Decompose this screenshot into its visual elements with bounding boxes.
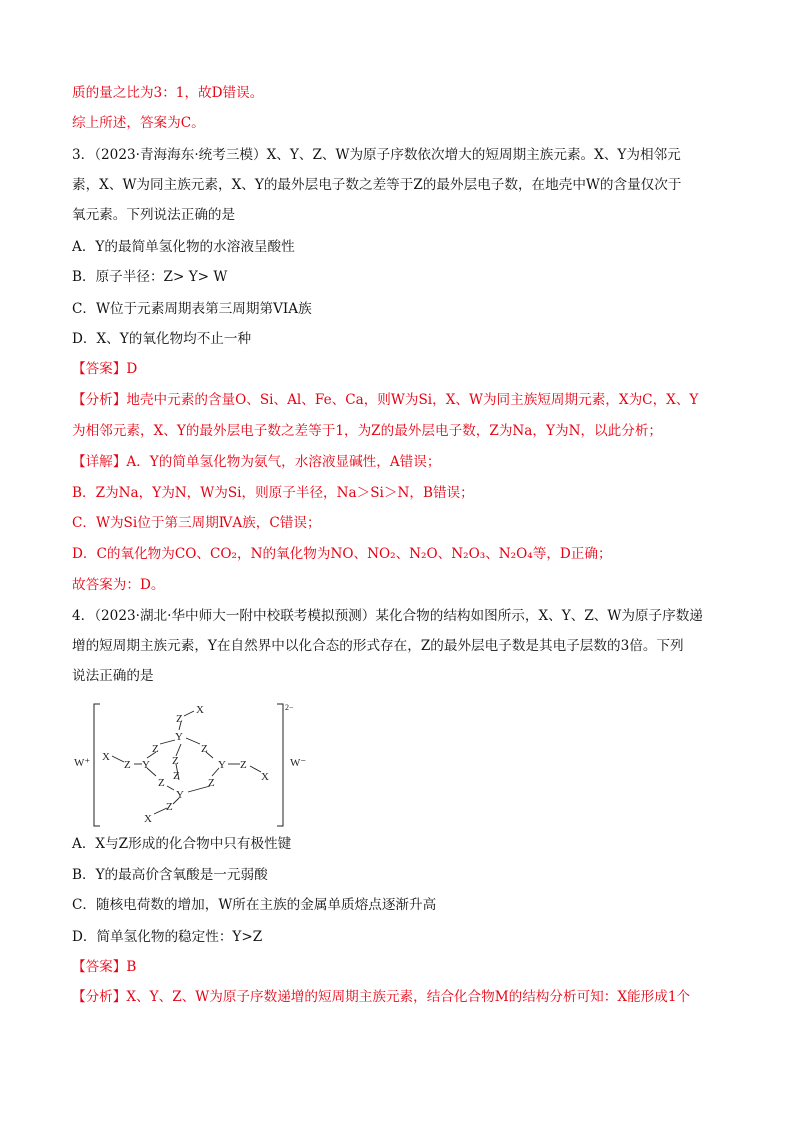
- q3-stem-1: 3．（2023·青海海东·统考三模）X、Y、Z、W为原子序数依次增大的短周期主族元素。X、Y为相邻元: [72, 147, 681, 163]
- q3-detail-d: D．C的氧化物为CO、CO₂，N的氧化物为NO、NO₂、N₂O、N₂O₃、N₂O₄等，D正确；: [72, 546, 612, 562]
- left-bracket: [94, 704, 100, 826]
- q3-final: 故答案为：D。: [72, 577, 165, 593]
- q4-option-d: D．简单氢化物的稳定性：Y>Z: [72, 929, 263, 945]
- right-bracket: [277, 704, 283, 826]
- q4-analysis-1: 【分析】X、Y、Z、W为原子序数递增的短周期主族元素，结合化合物M的结构分析可知：X能形成1个: [72, 989, 691, 1005]
- q3-detail-b: B．Z为Na，Y为N，W为Si，则原子半径，Na＞Si＞N，B错误；: [72, 485, 474, 501]
- q4-stem-3: 说法正确的是: [72, 668, 154, 684]
- q3-option-c: C．W位于元素周期表第三周期第VIA族: [72, 301, 312, 317]
- q4-option-b: B．Y的最高价含氧酸是一元弱酸: [72, 867, 268, 883]
- q3-option-b: B．原子半径：Z> Y> W: [72, 269, 228, 285]
- q4-answer: 【答案】B: [72, 959, 137, 975]
- line-prev-conclusion: 质的量之比为3：1，故D错误。: [72, 85, 264, 101]
- q3-stem-3: 氧元素。下列说法正确的是: [72, 207, 236, 223]
- atom-z-middle-2: Z: [173, 770, 180, 782]
- atom-z-lower-left: Z: [158, 777, 165, 789]
- w-right-label: W⁻: [290, 757, 307, 769]
- atom-z-lower-right: Z: [208, 777, 215, 789]
- q3-option-d: D．X、Y的氧化物均不止一种: [72, 331, 252, 347]
- atom-x-left: X: [102, 751, 110, 763]
- line-summary: 综上所述，答案为C。: [72, 115, 205, 131]
- q3-detail-a: 【详解】A．Y的简单氢化物为氨气，水溶液显碱性，A错误；: [72, 454, 441, 470]
- atom-z-top: Z: [176, 713, 183, 725]
- atom-z-bottom: Z: [166, 801, 173, 813]
- atom-x-bottom: X: [144, 813, 152, 825]
- atom-y-right: Y: [218, 759, 226, 771]
- atom-z-left: Z: [124, 759, 131, 771]
- atom-x-right: X: [261, 771, 269, 783]
- atom-y-top: Y: [175, 731, 183, 743]
- w-left-label: W⁺: [74, 757, 91, 769]
- q3-stem-2: 素，X、W为同主族元素，X、Y的最外层电子数之差等于Z的最外层电子数，在地壳中W的含量仅次于: [72, 177, 682, 193]
- atom-z-upper-left: Z: [152, 743, 159, 755]
- atom-z-right: Z: [240, 759, 247, 771]
- atom-z-middle-1: Z: [172, 755, 179, 767]
- atom-x-top: X: [196, 704, 204, 716]
- q4-option-a: A．X与Z形成的化合物中只有极性键: [72, 836, 292, 852]
- q3-analysis-2: 为相邻元素，X、Y的最外层电子数之差等于1，为Z的最外层电子数，Z为Na，Y为N，以此分析；: [72, 423, 663, 439]
- q4-stem-1: 4．（2023·湖北·华中师大一附中校联考模拟预测）某化合物的结构如图所示，X、Y、Z、W为原子序数递: [72, 608, 703, 624]
- q3-option-a: A．Y的最简单氢化物的水溶液呈酸性: [72, 239, 295, 255]
- atom-y-left: Y: [142, 759, 150, 771]
- q3-analysis-1: 【分析】地壳中元素的含量O、Si、Al、Fe、Ca，则W为Si，X、W为同主族短周期元素，X为C，X、Y: [72, 392, 699, 408]
- atom-z-upper-right: Z: [201, 743, 208, 755]
- structure-figure: [72, 700, 312, 830]
- atom-y-bottom: Y: [176, 789, 184, 801]
- q4-stem-2: 增的短周期主族元素，Y在自然界中以化合态的形式存在，Z的最外层电子数是其电子层数的3倍。下列: [72, 638, 684, 654]
- q4-option-c: C．随核电荷数的增加，W所在主族的金属单质熔点逐渐升高: [72, 897, 437, 913]
- charge-label: 2−: [285, 703, 294, 712]
- molecule-structure-diagram: [72, 700, 312, 830]
- bonds: [112, 711, 261, 814]
- q3-detail-c: C．W为Si位于第三周期ⅣA族，C错误；: [72, 515, 321, 531]
- q3-answer: 【答案】D: [72, 361, 138, 377]
